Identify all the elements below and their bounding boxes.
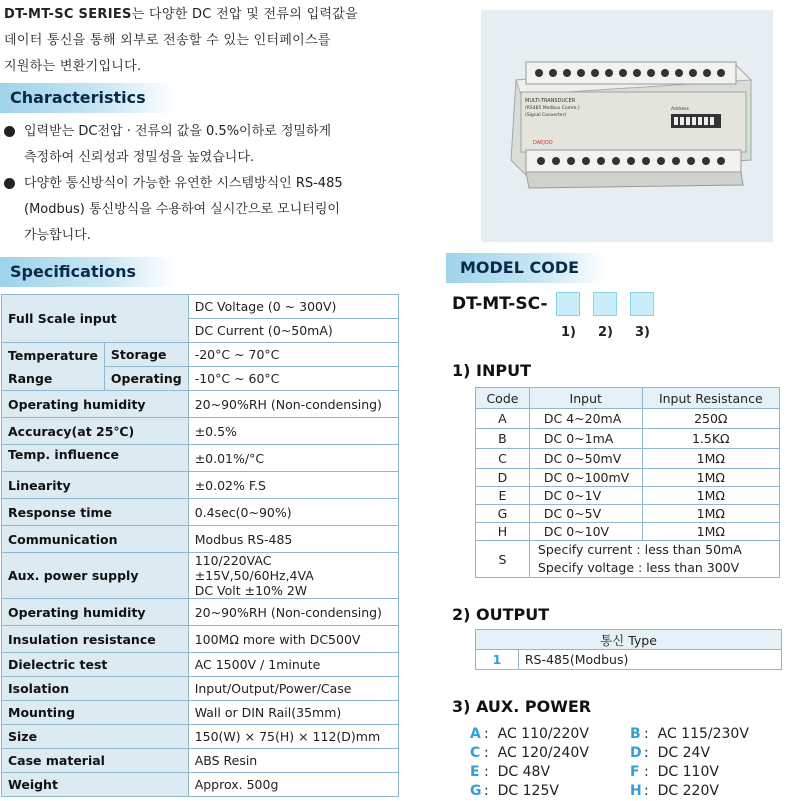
aux-value: DC 110V [657, 764, 719, 780]
aux-code: G [470, 783, 482, 799]
table-row [2, 773, 399, 797]
spec-key: Operating humidity [2, 599, 189, 626]
intro-line-1: 는 다양한 DC 전압 및 전류의 입력값을 [131, 7, 358, 22]
list-item: D : DC 24V [630, 745, 711, 761]
table-row [2, 445, 399, 472]
code-cell: 1 [476, 650, 519, 670]
aux-value: AC 115/230V [657, 726, 749, 742]
column-header: Input Resistance [642, 388, 779, 409]
range-label: Range [8, 370, 53, 386]
list-item [4, 119, 404, 171]
list-item: G : DC 125V [470, 783, 559, 799]
spec-value: ±0.5% [188, 418, 398, 445]
list-item: F : DC 110V [630, 764, 719, 780]
characteristics-header: Characteristics [0, 83, 175, 113]
list-item [4, 171, 404, 249]
code-number-1: 1) [561, 325, 576, 340]
input-cell: DC 0~5V [529, 505, 642, 523]
spec-key: Temp. influence [2, 445, 189, 472]
table-row [476, 523, 780, 541]
aux-code: A [470, 726, 481, 742]
svg-text:(Signal Converter): (Signal Converter) [525, 113, 567, 118]
code-box-2 [593, 292, 617, 316]
input-cell: DC 0~1mA [529, 429, 642, 449]
temp-label: Temperature [8, 347, 98, 363]
svg-text:Address: Address [671, 107, 689, 112]
code-box-3 [630, 292, 654, 316]
specifications-table [1, 294, 399, 797]
list-item: H : DC 220V [630, 783, 719, 799]
spec-value: DC Current (0~50mA) [188, 319, 398, 343]
spec-key: Accuracy(at 25℃) [2, 418, 189, 445]
table-row [2, 418, 399, 445]
code-cell: D [476, 469, 530, 487]
aux-code: F [630, 764, 640, 780]
table-row [2, 677, 399, 701]
spec-value: -20°C ~ 70°C [188, 343, 398, 367]
table-row [2, 653, 399, 677]
characteristics-list [4, 119, 404, 249]
code-cell: S [476, 541, 530, 578]
bullet-line: 가능합니다. [24, 228, 91, 243]
input-cell: DC 4~20mA [529, 409, 642, 429]
output-cell: RS-485(Modbus) [518, 650, 781, 670]
bullet-icon [4, 178, 15, 189]
code-cell: G [476, 505, 530, 523]
spec-value: Approx. 500g [188, 773, 398, 797]
spec-key: Dielectric test [2, 653, 189, 677]
input-title: 1) INPUT [452, 361, 531, 380]
column-header: Code [476, 388, 530, 409]
resistance-cell: 1MΩ [642, 449, 779, 469]
code-number-2: 2) [598, 325, 613, 340]
aux-row [470, 725, 790, 744]
table-row [2, 701, 399, 725]
spec-key: Aux. power supply [2, 553, 189, 599]
spec-value: Wall or DIN Rail(35mm) [188, 701, 398, 725]
aux-value: DC 48V [497, 764, 551, 780]
table-row [2, 343, 399, 367]
aux-power-list [470, 725, 790, 801]
resistance-cell: 250Ω [642, 409, 779, 429]
resistance-cell: 1.5KΩ [642, 429, 779, 449]
table-row [476, 469, 780, 487]
column-header: 통신 Type [476, 630, 782, 650]
aux-value: DC 24V [657, 745, 711, 761]
bullet-line: 측정하여 신뢰성과 정밀성을 높였습니다. [24, 150, 255, 165]
model-code-header: MODEL CODE [446, 253, 606, 283]
spec-value: ±0.02% F.S [188, 472, 398, 499]
spec-key: Full Scale input [2, 295, 189, 343]
spec-key: Operating humidity [2, 391, 189, 418]
bullet-line: 다양한 통신방식이 가능한 유연한 시스템방식인 RS-485 [24, 176, 343, 191]
output-table [475, 629, 782, 670]
specifications-header: Specifications [0, 257, 175, 287]
aux-row [470, 744, 790, 763]
resistance-cell: 1MΩ [642, 469, 779, 487]
spec-value: ABS Resin [188, 749, 398, 773]
code-number-3: 3) [635, 325, 650, 340]
input-cell: DC 0~1V [529, 487, 642, 505]
spec-value: DC Voltage (0 ~ 300V) [188, 295, 398, 319]
table-row [2, 499, 399, 526]
aux-code: B [630, 726, 641, 742]
bullet-line: (Modbus) 통신방식을 수용하여 실시간으로 모니터링이 [24, 202, 340, 217]
bullet-line: 입력받는 DC전압 · 전류의 값을 0.5%이하로 정밀하게 [24, 124, 332, 139]
aux-code: H [630, 783, 642, 799]
code-cell: E [476, 487, 530, 505]
spec-key: Weight [2, 773, 189, 797]
spec-key: Case material [2, 749, 189, 773]
table-row [2, 553, 399, 599]
table-row [2, 725, 399, 749]
code-cell: C [476, 449, 530, 469]
input-cell: DC 0~10V [529, 523, 642, 541]
column-header: Input [529, 388, 642, 409]
specify-voltage: Specify voltage : less than 300V [537, 560, 740, 575]
spec-value: Modbus RS-485 [188, 526, 398, 553]
aux-code: C [470, 745, 481, 761]
intro-line-3: 지원하는 변환기입니다. [4, 59, 142, 74]
list-item: B : AC 115/230V [630, 726, 749, 742]
table-row [2, 749, 399, 773]
aux-value: AC 110/220V [497, 726, 589, 742]
table-row [476, 505, 780, 523]
aux-supply-ac: 110/220VAC ±15V,50/60Hz,4VA [194, 553, 314, 583]
svg-text:DAEJOO: DAEJOO [533, 140, 553, 146]
svg-text:MULTI-TRANSDUCER: MULTI-TRANSDUCER [525, 98, 576, 104]
table-row [476, 487, 780, 505]
spec-key: Mounting [2, 701, 189, 725]
table-row [476, 429, 780, 449]
spec-key: Insulation resistance [2, 626, 189, 653]
spec-subkey: Storage [104, 343, 188, 367]
transducer-illustration [481, 10, 773, 242]
aux-value: DC 125V [497, 783, 559, 799]
aux-row [470, 763, 790, 782]
intro-line-2: 데이터 통신을 통해 외부로 전송할 수 있는 인터페이스를 [4, 33, 331, 48]
code-cell: B [476, 429, 530, 449]
spec-value: Input/Output/Power/Case [188, 677, 398, 701]
table-row [476, 541, 780, 578]
table-row [476, 650, 782, 670]
resistance-cell: 1MΩ [642, 523, 779, 541]
aux-row [470, 782, 790, 801]
spec-key: Communication [2, 526, 189, 553]
spec-value: 100MΩ more with DC500V [188, 626, 398, 653]
specify-cell [529, 541, 779, 578]
code-box-1 [556, 292, 580, 316]
spec-subkey: Operating [104, 367, 188, 391]
table-row [2, 295, 399, 319]
model-code-prefix: DT-MT-SC- [452, 294, 548, 314]
code-cell: H [476, 523, 530, 541]
spec-key [2, 343, 105, 391]
list-item: C : AC 120/240V [470, 745, 589, 761]
spec-key: Response time [2, 499, 189, 526]
resistance-cell: 1MΩ [642, 487, 779, 505]
input-cell: DC 0~100mV [529, 469, 642, 487]
svg-text:(RS485 Modbus Comm.): (RS485 Modbus Comm.) [525, 106, 580, 111]
bullet-icon [4, 126, 15, 137]
spec-key: Isolation [2, 677, 189, 701]
series-name: DT-MT-SC SERIES [4, 7, 132, 22]
aux-supply-dc: DC Volt ±10% 2W [194, 583, 308, 598]
table-row [2, 526, 399, 553]
table-row [2, 391, 399, 418]
spec-value: 0.4sec(0~90%) [188, 499, 398, 526]
aux-code: E [470, 764, 480, 780]
table-header-row [476, 388, 780, 409]
spec-key: Size [2, 725, 189, 749]
table-header-row [476, 630, 782, 650]
input-cell: DC 0~50mV [529, 449, 642, 469]
specify-current: Specify current : less than 50mA [537, 542, 742, 557]
aux-value: DC 220V [657, 783, 719, 799]
spec-value: 20~90%RH (Non-condensing) [188, 391, 398, 418]
aux-code: D [630, 745, 642, 761]
spec-value: ±0.01%/°C [188, 445, 398, 472]
aux-power-title: 3) AUX. POWER [452, 697, 592, 716]
list-item: E : DC 48V [470, 764, 551, 780]
list-item: A : AC 110/220V [470, 726, 589, 742]
input-table [475, 387, 780, 578]
spec-key: Linearity [2, 472, 189, 499]
resistance-cell: 1MΩ [642, 505, 779, 523]
table-row [2, 472, 399, 499]
table-row [476, 449, 780, 469]
spec-value: AC 1500V / 1minute [188, 653, 398, 677]
intro-text [4, 2, 414, 80]
spec-value: 20~90%RH (Non-condensing) [188, 599, 398, 626]
output-title: 2) OUTPUT [452, 605, 550, 624]
product-image [481, 10, 773, 242]
spec-value: 150(W) × 75(H) × 112(D)mm [188, 725, 398, 749]
code-cell: A [476, 409, 530, 429]
aux-value: AC 120/240V [497, 745, 589, 761]
spec-value: -10°C ~ 60°C [188, 367, 398, 391]
table-row [2, 626, 399, 653]
spec-value [188, 553, 398, 599]
table-row [476, 409, 780, 429]
table-row [2, 599, 399, 626]
